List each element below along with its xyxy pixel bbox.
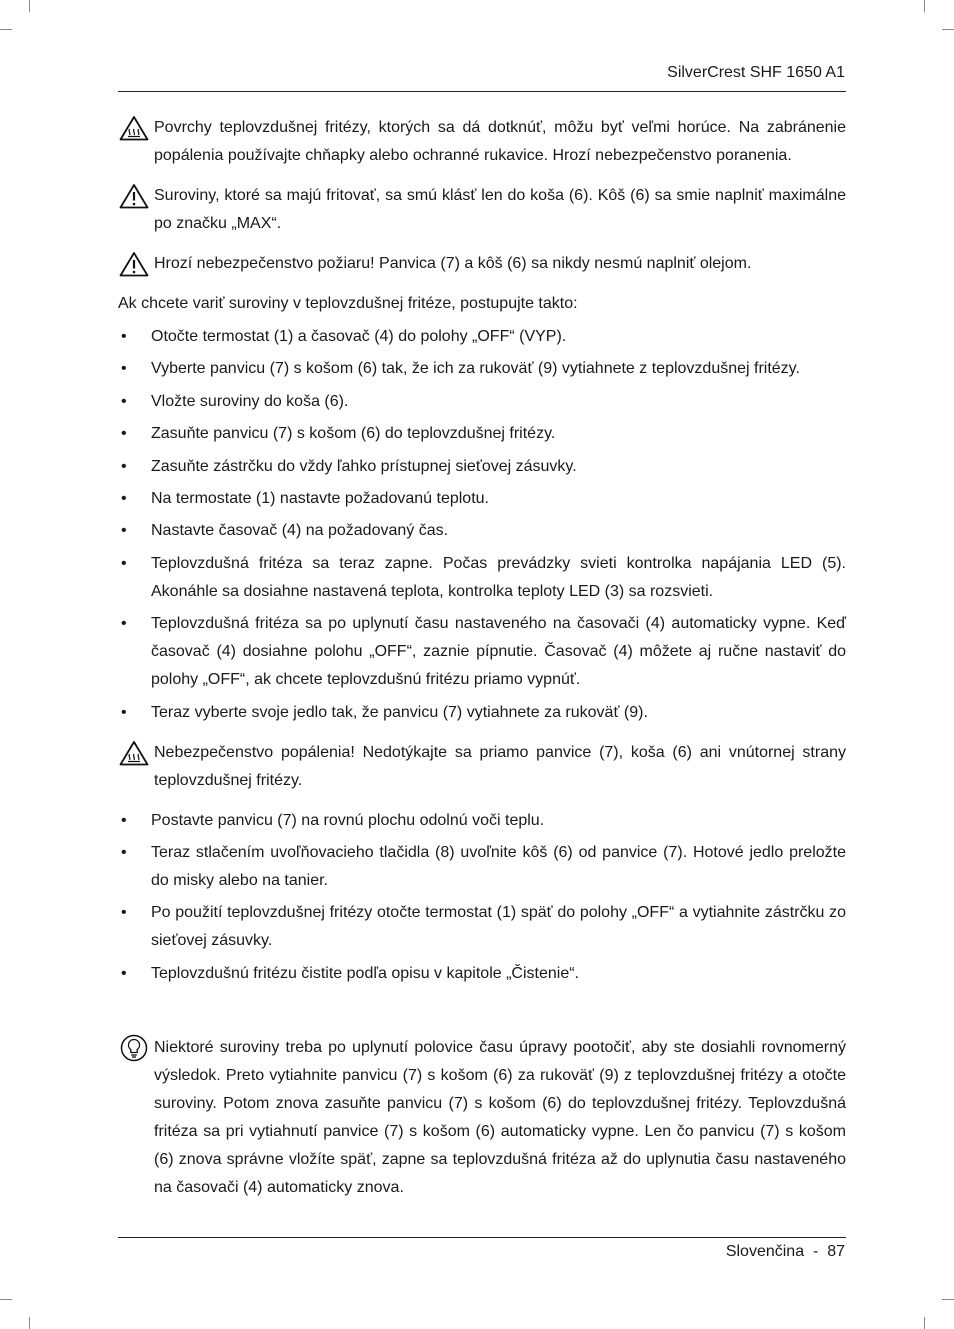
hot-surface-warning	[118, 114, 846, 170]
step-list	[118, 323, 846, 727]
list-item: • Teplovzdušnú fritézu čistite podľa opisu v kapitole „Čistenie“.	[118, 960, 846, 988]
note-text: Povrchy teplovzdušnej fritézy, ktorých sa dá dotknúť, môžu byť veľmi horúce. Na zabránenie popálenia používajte chňapky alebo ochranné rukavice. Hrozí nebezpečenstvo poranenia.	[154, 119, 846, 164]
note-text: Nebezpečenstvo popálenia! Nedotýkajte sa priamo panvice (7), koša (6) ani vnútornej strany teplovzdušnej fritézy.	[154, 743, 846, 789]
crop-mark	[942, 29, 954, 30]
note-text: Hrozí nebezpečenstvo požiaru! Panvica (7) a kôš (6) sa nikdy nesmú naplniť olejom.	[154, 255, 752, 272]
list-item: • Teraz stlačením uvoľňovacieho tlačidla (8) uvoľnite kôš (6) od panvice (7). Hotové jedlo preložte do misky alebo na tanier.	[118, 839, 846, 895]
list-item: • Na termostate (1) nastavte požadovanú teplotu.	[118, 485, 846, 513]
note-text: Suroviny, ktoré sa majú fritovať, sa smú klásť len do koša (6). Kôš (6) sa smie naplniť maximálne po značku „MAX“.	[154, 187, 846, 232]
list-item: • Vyberte panvicu (7) s košom (6) tak, že ich za rukoväť (9) vytiahnete z teplovzdušnej fritézy.	[118, 355, 846, 383]
list-item: • Vložte suroviny do koša (6).	[118, 388, 846, 416]
list-item: • Po použití teplovzdušnej fritézy otočte termostat (1) späť do polohy „OFF“ a vytiahnite zástrčku zo sieťovej zásuvky.	[118, 899, 846, 955]
step-list-2	[118, 807, 846, 988]
crop-mark	[924, 0, 925, 12]
list-item: • Otočte termostat (1) a časovač (4) do polohy „OFF“ (VYP).	[118, 323, 846, 351]
crop-mark	[0, 1299, 12, 1300]
list-item: • Teplovzdušná fritéza sa po uplynutí času nastaveného na časovači (4) automaticky vypne. Keď časovač (4) dosiahne polohu „OFF“, zaznie pípnutie. Časovač (4) môžete aj ručne nastaviť do polohy „OFF“, ak chcete teplovzdušnú fritézu priamo vypnúť.	[118, 610, 846, 694]
list-item: • Teplovzdušná fritéza sa teraz zapne. Počas prevádzky svieti kontrolka napájania LED (5). Akonáhle sa dosiahne nastavená teplota, kontrolka teploty LED (3) sa rozsvieti.	[118, 550, 846, 606]
header-rule	[118, 91, 846, 92]
page-header-title: SilverCrest SHF 1650 A1	[667, 64, 845, 81]
list-item: • Zasuňte zástrčku do vždy ľahko prístupnej sieťovej zásuvky.	[118, 453, 846, 481]
warning-icon	[119, 183, 149, 209]
crop-mark	[0, 29, 12, 30]
hot-surface-warning-icon	[119, 115, 149, 141]
crop-mark	[29, 1317, 30, 1329]
tip-text: Niektoré suroviny treba po uplynutí polovice času úpravy pootočiť, aby ste dosiahli rovnomerný výsledok. Preto vytiahnite panvicu (7) s košom (6) za rukoväť (9) z teplovzdušnej fritézy a otočte suroviny. Potom znova zasuňte panvicu (7) s košom (6) do teplovzdušnej fritézy. Teplovzdušná fritéza sa pri vytiahnutí panvice (7) s košom (6) automaticky vypne. Len čo panvicu (7) s košom (6) znova správne vložíte späť, zapne sa teplovzdušná fritéza až do uplynutia času nastaveného na časovači (4) automaticky znova.	[154, 1038, 846, 1196]
tip-note	[118, 1034, 846, 1202]
page-content	[118, 114, 846, 1214]
lightbulb-tip-icon	[119, 1034, 149, 1062]
list-item: • Nastavte časovač (4) na požadovaný čas.	[118, 517, 846, 545]
fire-warning	[118, 250, 846, 278]
warning-icon	[119, 251, 149, 277]
hot-surface-warning-icon	[119, 740, 149, 766]
list-item: • Postavte panvicu (7) na rovnú plochu odolnú voči teplu.	[118, 807, 846, 835]
list-item: • Teraz vyberte svoje jedlo tak, že panvicu (7) vytiahnete za rukoväť (9).	[118, 699, 846, 727]
crop-mark	[924, 1317, 925, 1329]
footer-rule	[118, 1237, 846, 1238]
burn-warning	[118, 739, 846, 795]
page-footer: Slovenčina - 87	[725, 1243, 845, 1260]
list-item: • Zasuňte panvicu (7) s košom (6) do teplovzdušnej fritézy.	[118, 420, 846, 448]
crop-mark	[942, 1299, 954, 1300]
intro-paragraph: Ak chcete variť suroviny v teplovzdušnej fritéze, postupujte takto:	[118, 295, 578, 312]
basket-warning	[118, 182, 846, 238]
crop-mark	[29, 0, 30, 12]
